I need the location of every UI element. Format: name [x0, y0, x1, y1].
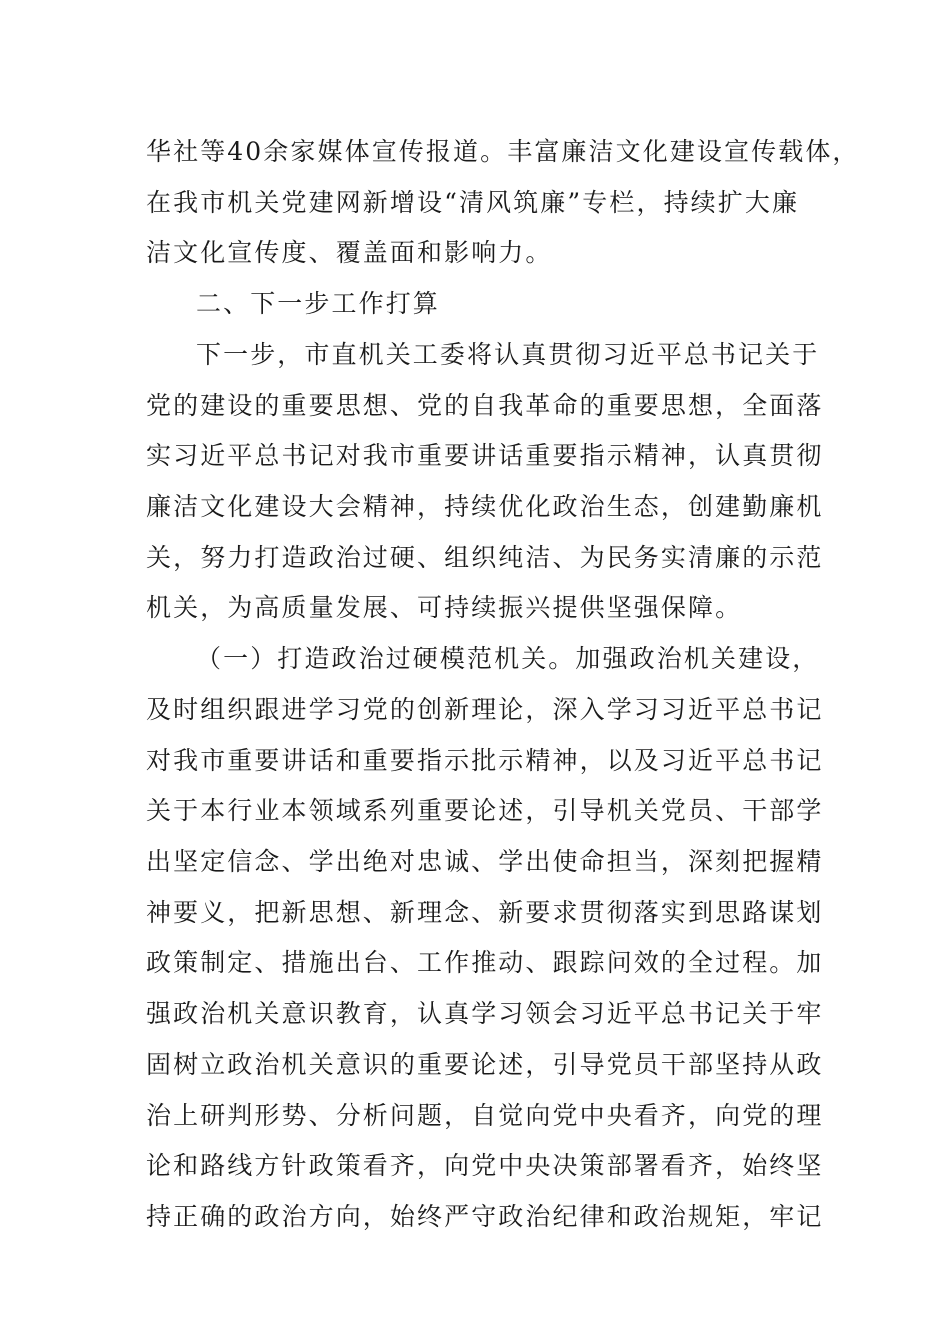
text-line: 论和路线方针政策看齐，向党中央决策部署看齐，始终坚 — [146, 1151, 824, 1180]
text-line: 党的建设的重要思想、党的自我革命的重要思想，全面落 — [146, 391, 824, 420]
text-line: 机关，为高质量发展、可持续振兴提供坚强保障。 — [146, 593, 743, 622]
text-line: 政策制定、措施出台、工作推动、跟踪问效的全过程。加 — [146, 948, 824, 977]
text-line: 强政治机关意识教育，认真学习领会习近平总书记关于牢 — [146, 999, 824, 1028]
text-line: 治上研判形势、分析问题，自觉向党中央看齐，向党的理 — [146, 1101, 824, 1130]
text-line: 对我市重要讲话和重要指示批示精神，以及习近平总书记 — [146, 746, 824, 775]
text-line: 神要义，把新思想、新理念、新要求贯彻落实到思路谋划 — [146, 898, 824, 927]
text-line: 持正确的政治方向，始终严守政治纪律和政治规矩，牢记 — [146, 1202, 824, 1231]
text-line: 固树立政治机关意识的重要论述，引导党员干部坚持从政 — [146, 1050, 824, 1079]
section-heading: 二、下一步工作打算 — [196, 289, 440, 318]
text-line: 在我市机关党建网新增设“清风筑廉”专栏，持续扩大廉 — [146, 188, 800, 217]
text-line: 出坚定信念、学出绝对忠诚、学出使命担当，深刻把握精 — [146, 847, 824, 876]
text-line: 关，努力打造政治过硬、组织纯洁、为民务实清廉的示范 — [146, 543, 824, 572]
text-line: 廉洁文化建设大会精神，持续优化政治生态，创建勤廉机 — [146, 492, 824, 521]
subsection-heading: （一）打造政治过硬模范机关。加强政治机关建设， — [196, 644, 820, 673]
text-line: 下一步，市直机关工委将认真贯彻习近平总书记关于 — [196, 340, 820, 369]
text-line: 关于本行业本领域系列重要论述，引导机关党员、干部学 — [146, 796, 824, 825]
text-line: 及时组织跟进学习党的创新理论，深入学习习近平总书记 — [146, 695, 824, 724]
text-line: 实习近平总书记对我市重要讲话重要指示精神，认真贯彻 — [146, 441, 824, 470]
text-line: 华社等40余家媒体宣传报道。丰富廉洁文化建设宣传载体， — [146, 137, 860, 166]
text-line: 洁文化宣传度、覆盖面和影响力。 — [146, 238, 553, 267]
